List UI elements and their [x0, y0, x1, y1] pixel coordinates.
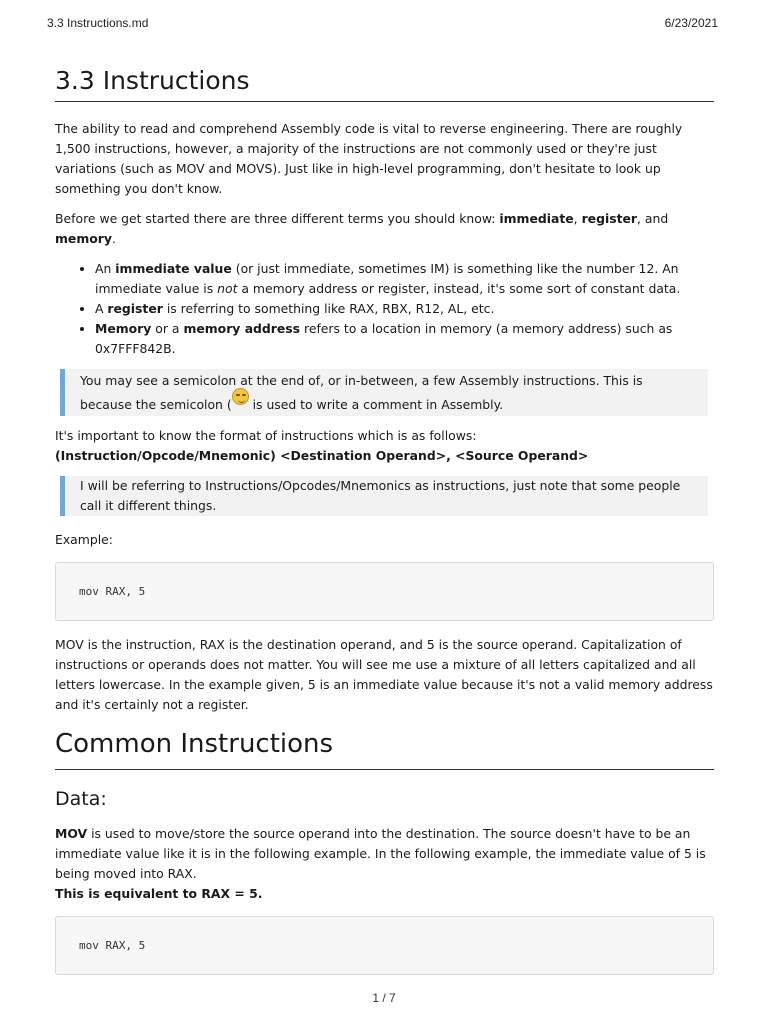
terms-sep-2: , and [637, 211, 669, 226]
code-block-example [55, 562, 714, 621]
header-date: 6/23/2021 [664, 16, 718, 30]
mov-paragraph [55, 824, 714, 904]
b1-italic: not [217, 281, 238, 296]
subsection-title-data: Data: [55, 788, 107, 810]
b1-b: (or just immediate, sometimes IM) is something like the number 12. An immediate value is [95, 261, 679, 296]
terms-end: . [111, 231, 116, 246]
b1-a: An [95, 261, 116, 276]
b1-bold: immediate value [115, 261, 232, 276]
mov-text: is used to move/store the source operand into the destination. The source doesn't have to be an immediate value like it is in the following example. In the following example, the immediate value of 5 is being moved into RAX. [55, 826, 706, 881]
terms-list [55, 259, 714, 359]
terms-prefix: Before we get started there are three different terms you should know: [55, 211, 500, 226]
b3-a: or a [151, 321, 184, 336]
list-item-register [95, 299, 714, 319]
format-line-2: (Instruction/Opcode/Mnemonic) <Destination Operand>, <Source Operand> [55, 448, 589, 463]
page-title: 3.3 Instructions [55, 62, 714, 102]
page-number: 1 / 7 [372, 991, 396, 1005]
quote1-after: is used to write a comment in Assembly. [248, 397, 504, 412]
term-register: register [581, 211, 638, 226]
term-immediate: immediate [499, 211, 574, 226]
code-text: mov RAX, 5 [79, 939, 146, 952]
b3-bold1: Memory [95, 321, 152, 336]
code-text: mov RAX, 5 [79, 585, 146, 598]
intro-paragraph: The ability to read and comprehend Assembly code is vital to reverse engineering. There are roughly 1,500 instructions, however, a majority of the instructions are not commonly used or they're just variations (such as MOV and MOVS). Just like in high-level programming, don't hesitate to look up something you don't know. [55, 121, 683, 196]
format-paragraph [55, 426, 714, 466]
header-filename: 3.3 Instructions.md [47, 16, 149, 30]
b3-bold2: memory address [183, 321, 301, 336]
terms-sep-1: , [573, 211, 582, 226]
mov-bold: MOV [55, 826, 88, 841]
list-item-immediate [95, 259, 714, 299]
code-block-mov [55, 916, 714, 975]
quote1-before: You may see a semicolon at the end of, or in-between, a few Assembly instructions. This is because the semicolon ( [80, 373, 643, 412]
example-label: Example: [55, 532, 113, 547]
b3-b: refers to a location in memory (a memory address) such as 0x7FFF842B. [95, 321, 673, 356]
semicolon-note-blockquote [60, 369, 708, 416]
document-body [55, 62, 714, 987]
b2-a: A [95, 301, 108, 316]
explanation-paragraph: MOV is the instruction, RAX is the destination operand, and 5 is the source operand. Capitalization of instructions or operands does not matter. You will see me use a mixture of all letters capitalized and all letters lowercase. In the example given, 5 is an immediate value because it's not a valid memory address and it's certainly not a register. [55, 637, 713, 712]
terms-paragraph [55, 209, 714, 249]
term-memory: memory [55, 231, 112, 246]
section-title-common-instructions: Common Instructions [55, 729, 714, 770]
b2-bold: register [107, 301, 163, 316]
list-item-memory [95, 319, 714, 359]
winking-face-emoji-icon [232, 388, 249, 405]
b2-b: is referring to something like RAX, RBX, R12, AL, etc. [162, 301, 495, 316]
mov-equivalent: This is equivalent to RAX = 5. [55, 886, 263, 901]
format-line-1: It's important to know the format of instructions which is as follows: [55, 428, 477, 443]
b1-c: a memory address or register, instead, it's some sort of constant data. [237, 281, 681, 296]
terminology-note-blockquote: I will be referring to Instructions/Opcodes/Mnemonics as instructions, just note that some people call it different things. [60, 476, 708, 516]
